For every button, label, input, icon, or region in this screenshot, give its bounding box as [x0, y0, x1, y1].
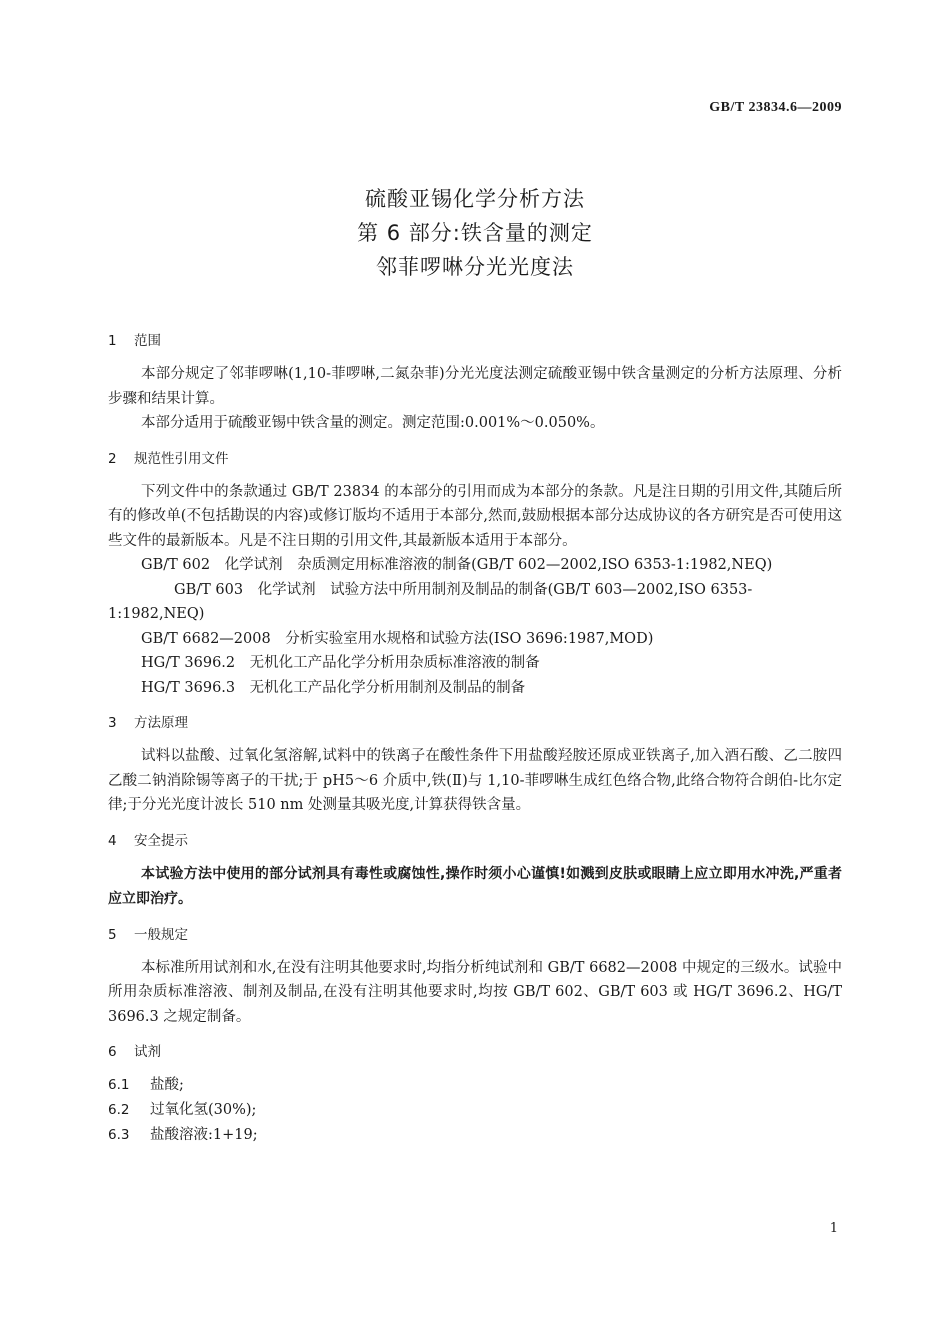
reference-text: 化学试剂 试验方法中所用制剂及制品的制备(GB/T 603—2002,ISO 6353-1:1982,NEQ) — [108, 581, 753, 622]
reference-text: 无机化工产品化学分析用制剂及制品的制备 — [249, 679, 526, 696]
section-title: 试剂 — [134, 1044, 161, 1060]
reagent-item — [108, 1123, 842, 1148]
reference-item — [108, 578, 842, 627]
section-number: 4 — [108, 832, 117, 849]
reagent-number: 6.1 — [108, 1077, 130, 1093]
reference-code: GB/T 603 — [174, 581, 244, 598]
reagent-number: 6.3 — [108, 1127, 130, 1143]
section-title: 一般规定 — [134, 926, 188, 943]
section-heading-scope — [108, 332, 842, 350]
document-title — [0, 182, 950, 284]
reagent-text: 盐酸溶液:1+19; — [150, 1127, 258, 1143]
reagent-number: 6.2 — [108, 1102, 130, 1118]
title-line-1: 硫酸亚锡化学分析方法 — [365, 187, 585, 211]
section-title: 规范性引用文件 — [134, 450, 229, 467]
title-line-3: 邻菲啰啉分光光度法 — [376, 255, 574, 279]
reference-item — [108, 651, 842, 676]
reference-code: GB/T 602 — [141, 557, 211, 573]
reference-code: GB/T 6682—2008 — [141, 630, 271, 647]
paragraph: 本部分规定了邻菲啰啉(1,10-菲啰啉,二氮杂菲)分光光度法测定硫酸亚锡中铁含量测定的分析方法原理、分析步骤和结果计算。 — [108, 366, 842, 407]
section-title: 安全提示 — [134, 832, 188, 849]
section-heading-safety — [108, 832, 842, 850]
section-heading-normative-references — [108, 450, 842, 468]
reagent-text: 过氧化氢(30%); — [150, 1102, 257, 1118]
reference-text: 分析实验室用水规格和试验方法(ISO 3696:1987,MOD) — [285, 630, 654, 647]
section-number: 1 — [108, 333, 117, 349]
paragraph: 本部分适用于硫酸亚锡中铁含量的测定。测定范围:0.001%～0.050%。 — [141, 415, 605, 431]
section-heading-reagents — [108, 1043, 842, 1061]
reference-code: HG/T 3696.2 — [141, 655, 236, 671]
reference-text: 无机化工产品化学分析用杂质标准溶液的制备 — [249, 655, 540, 671]
section-title: 范围 — [134, 333, 161, 349]
title-line-2: 第 6 部分:铁含量的测定 — [357, 221, 593, 245]
reference-item — [108, 676, 842, 701]
document-body — [108, 332, 842, 1148]
reference-text: 化学试剂 杂质测定用标准溶液的制备(GB/T 602—2002,ISO 6353-1:1982,NEQ) — [224, 557, 773, 573]
reagent-item — [108, 1098, 842, 1123]
section-number: 2 — [108, 450, 117, 467]
paragraph: 本标准所用试剂和水,在没有注明其他要求时,均指分析纯试剂和 GB/T 6682—2008 中规定的三级水。试验中所用杂质标准溶液、制剂及制品,在没有注明其他要求时,均按 GB/T 602、GB/T 603 或 HG/T 3696.2、HG/T 3696.3 之规定制备。 — [108, 959, 842, 1025]
reagent-item — [108, 1073, 842, 1098]
reference-item — [108, 627, 842, 652]
reagent-text: 盐酸; — [150, 1077, 184, 1093]
section-number: 3 — [108, 715, 117, 731]
section-number: 5 — [108, 926, 117, 943]
standard-code: GB/T 23834.6—2009 — [709, 100, 842, 115]
paragraph: 下列文件中的条款通过 GB/T 23834 的本部分的引用而成为本部分的条款。凡是注日期的引用文件,其随后所有的修改单(不包括勘误的内容)或修订版均不适用于本部分,然而,鼓励根据本部分达成协议的各方研究是否可使用这些文件的最新版本。凡是不注日期的引用文件,其最新版本适用于本部分。 — [108, 483, 842, 549]
safety-warning: 本试验方法中使用的部分试剂具有毒性或腐蚀性,操作时须小心谨慎!如溅到皮肤或眼睛上应立即用水冲洗,严重者应立即治疗。 — [108, 865, 842, 907]
section-number: 6 — [108, 1044, 117, 1060]
reference-item — [108, 553, 842, 578]
section-title: 方法原理 — [134, 715, 188, 731]
reference-code: HG/T 3696.3 — [141, 679, 236, 696]
section-heading-principle — [108, 714, 842, 732]
section-heading-general — [108, 926, 842, 944]
paragraph: 试料以盐酸、过氧化氢溶解,试料中的铁离子在酸性条件下用盐酸羟胺还原成亚铁离子,加入酒石酸、乙二胺四乙酸二钠消除锡等离子的干扰;于 pH5～6 介质中,铁(Ⅱ)与 1,10-菲啰啉生成红色络合物,此络合物符合朗伯-比尔定律;于分光光度计波长 510 nm 处测量其吸光度,计算获得铁含量。 — [108, 748, 842, 813]
page-number: 1 — [829, 1221, 838, 1236]
